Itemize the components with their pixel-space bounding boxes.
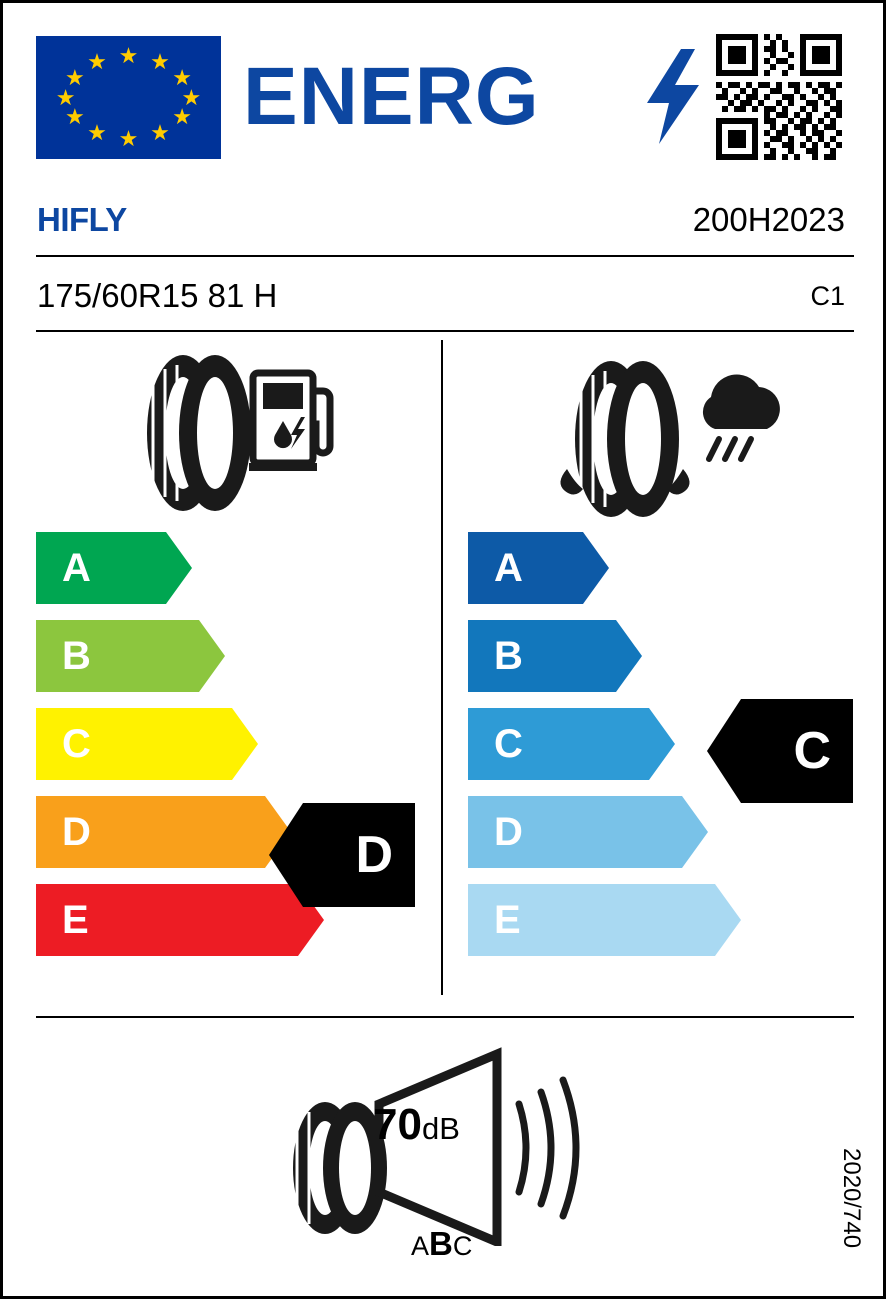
grade-letter: A xyxy=(494,545,523,590)
grade-row xyxy=(468,884,715,956)
grade-letter: B xyxy=(62,633,91,678)
marker-tip xyxy=(269,803,303,907)
grade-row xyxy=(36,532,298,604)
divider-vertical xyxy=(441,340,443,995)
wet-grade-e xyxy=(468,884,715,956)
grade-row xyxy=(36,796,298,868)
wet-grade-c xyxy=(468,708,649,780)
grade-row xyxy=(36,620,298,692)
arrow-tip xyxy=(199,620,225,692)
arrow-tip xyxy=(682,796,708,868)
noise-class-c: C xyxy=(452,1231,473,1261)
tyre-size: 175/60R15 81 H xyxy=(37,277,278,314)
grade-letter: D xyxy=(62,809,91,854)
arrow-tip xyxy=(232,708,258,780)
fuel-grade-a xyxy=(36,532,166,604)
grade-row xyxy=(468,532,715,604)
noise-unit: dB xyxy=(421,1111,460,1146)
noise-class-b: B xyxy=(429,1225,453,1262)
lightning-bolt-icon xyxy=(643,49,703,144)
eu-flag-icon: ★ ★ ★ ★ ★ ★ ★ ★ ★ ★ ★ ★ xyxy=(36,36,221,159)
wet-grade-d xyxy=(468,796,682,868)
grade-row xyxy=(468,796,715,868)
fuel-efficiency-scale xyxy=(36,532,298,972)
grade-letter: E xyxy=(62,897,89,942)
divider-second xyxy=(36,330,854,332)
fuel-selected-grade xyxy=(303,803,415,907)
noise-decibels: 70 xyxy=(373,1100,422,1149)
tyre-rain-cloud-icon xyxy=(533,351,793,526)
tyre-fuel-pump-icon xyxy=(125,351,335,516)
arrow-tip xyxy=(616,620,642,692)
wet-grade-b xyxy=(468,620,616,692)
tyre-class: C1 xyxy=(810,281,845,311)
wet-grade-a xyxy=(468,532,583,604)
wet-selected-grade xyxy=(741,699,853,803)
brand-name: HIFLY xyxy=(37,201,127,238)
qr-code-icon xyxy=(716,34,842,160)
noise-class-scale xyxy=(411,1225,472,1263)
grade-row xyxy=(468,708,715,780)
grade-letter: E xyxy=(494,897,521,942)
regulation-reference: 2020/740 xyxy=(838,1147,865,1248)
grade-letter: C xyxy=(494,721,523,766)
page-title: ENERG xyxy=(243,51,540,142)
marker-tip xyxy=(707,699,741,803)
arrow-tip xyxy=(166,532,192,604)
arrow-tip xyxy=(649,708,675,780)
fuel-grade-d xyxy=(36,796,265,868)
fuel-grade-b xyxy=(36,620,199,692)
grade-row xyxy=(36,884,298,956)
model-code: 200H2023 xyxy=(692,201,845,238)
selected-letter: D xyxy=(355,826,393,884)
grade-letter: A xyxy=(62,545,91,590)
grade-row xyxy=(36,708,298,780)
noise-class-a: A xyxy=(411,1231,430,1261)
divider-third xyxy=(36,1016,854,1018)
arrow-tip xyxy=(715,884,741,956)
selected-letter: C xyxy=(793,722,831,780)
arrow-tip xyxy=(583,532,609,604)
noise-value xyxy=(373,1100,460,1150)
fuel-grade-c xyxy=(36,708,232,780)
grade-letter: B xyxy=(494,633,523,678)
divider-top xyxy=(36,255,854,257)
grade-row xyxy=(468,620,715,692)
grade-letter: C xyxy=(62,721,91,766)
wet-grip-scale xyxy=(468,532,715,972)
fuel-grade-e xyxy=(36,884,298,956)
grade-letter: D xyxy=(494,809,523,854)
